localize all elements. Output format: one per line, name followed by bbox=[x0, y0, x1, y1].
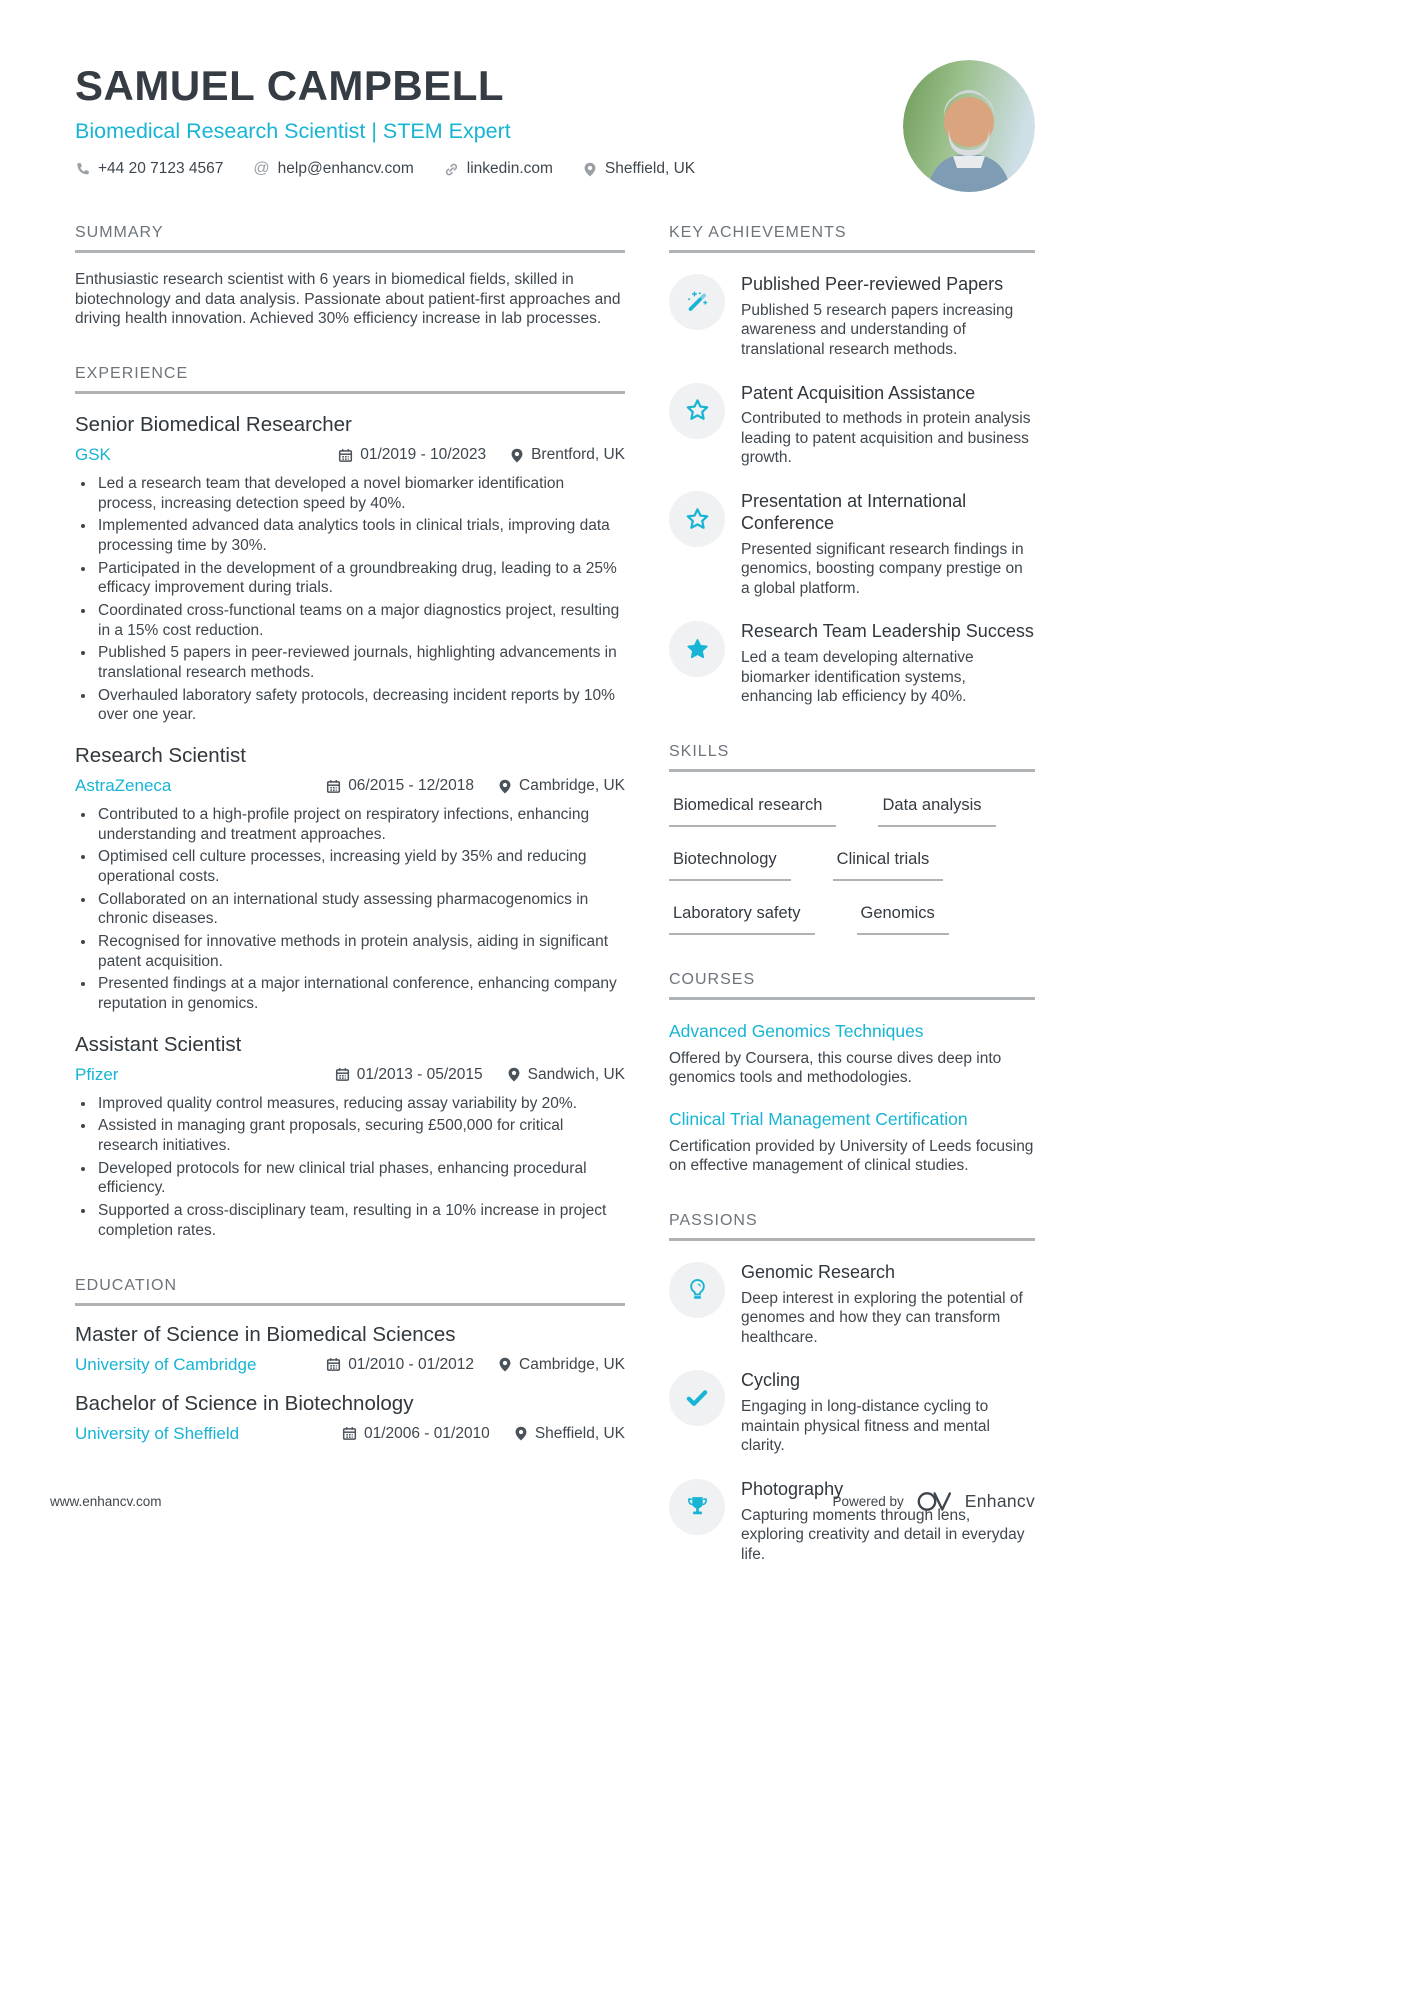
footer bbox=[50, 1489, 1035, 1514]
job-location: Sandwich, UK bbox=[507, 1066, 625, 1084]
passion-text: Deep interest in exploring the potential of genomes and how they can transform healthcare. bbox=[741, 1289, 1023, 1346]
calendar-icon bbox=[326, 779, 341, 794]
star-outline-icon bbox=[669, 491, 725, 547]
bullet-item: • Led a research team that developed a novel biomarker identification process, increasing detection speed by 40%. bbox=[96, 474, 625, 513]
bullet-item: • Participated in the development of a groundbreaking drug, leading to a 25% efficacy improvement during trials. bbox=[96, 559, 625, 598]
courses-section bbox=[669, 971, 1035, 1176]
company-name: Pfizer bbox=[75, 1064, 119, 1084]
skills-heading: SKILLS bbox=[669, 743, 1035, 772]
education-dates: 01/2010 - 01/2012 bbox=[326, 1356, 474, 1374]
magic-wand-icon bbox=[669, 274, 725, 330]
contact-email-value[interactable]: help@enhancv.com bbox=[277, 160, 414, 177]
star-outline-icon bbox=[669, 383, 725, 439]
education-entry bbox=[75, 1392, 625, 1444]
bullet-item: • Overhauled laboratory safety protocols, decreasing incident reports by 10% over one year. bbox=[96, 686, 625, 725]
job-location: Cambridge, UK bbox=[498, 777, 625, 795]
bullet-item: • Implemented advanced data analytics tools in clinical trials, improving data processing time by 30%. bbox=[96, 516, 625, 555]
job-title: Assistant Scientist bbox=[75, 1032, 242, 1056]
course-description: Certification provided by University of Leeds focusing on effective management of clinical studies. bbox=[669, 1137, 1034, 1175]
skill-item: Data analysis bbox=[878, 796, 995, 827]
courses-heading: COURSES bbox=[669, 971, 1035, 1000]
powered-by-label: Powered by bbox=[832, 1494, 904, 1509]
calendar-icon bbox=[326, 1357, 341, 1372]
degree-title: Bachelor of Science in Biotechnology bbox=[75, 1391, 414, 1415]
bullet-item: • Contributed to a high-profile project on respiratory infections, enhancing understanding and treatment approaches. bbox=[96, 805, 625, 844]
education-location: Cambridge, UK bbox=[498, 1356, 625, 1374]
at-icon: @ bbox=[253, 160, 270, 177]
achievement-title: Research Team Leadership Success bbox=[741, 621, 1034, 642]
passion-title: Photography bbox=[741, 1478, 844, 1499]
school-name: University of Cambridge bbox=[75, 1354, 257, 1374]
achievement-text: Presented significant research findings in genomics, boosting company prestige on a global platform. bbox=[741, 540, 1024, 597]
bullet-item: • Developed protocols for new clinical trial phases, enhancing procedural efficiency. bbox=[96, 1159, 625, 1198]
header bbox=[75, 62, 1035, 178]
degree-title: Master of Science in Biomedical Sciences bbox=[75, 1322, 456, 1346]
phone-icon bbox=[75, 162, 90, 177]
achievement-text: Published 5 research papers increasing awareness and understanding of translational research methods. bbox=[741, 301, 1014, 358]
achievement-item bbox=[669, 491, 1035, 598]
contact-email[interactable] bbox=[253, 160, 413, 178]
passion-text: Capturing moments through lens, exploring creativity and detail in everyday life. bbox=[741, 1506, 1025, 1563]
check-icon bbox=[669, 1370, 725, 1426]
calendar-icon bbox=[335, 1067, 350, 1082]
course-title: Clinical Trial Management Certification bbox=[669, 1108, 968, 1129]
job-location: Brentford, UK bbox=[510, 446, 625, 464]
achievement-title: Published Peer-reviewed Papers bbox=[741, 274, 1004, 294]
job-title: Research Scientist bbox=[75, 744, 246, 768]
job-dates: 01/2013 - 05/2015 bbox=[335, 1066, 483, 1084]
bullet-item: • Collaborated on an international study assessing pharmacogenomics in chronic diseases. bbox=[96, 890, 625, 929]
enhancv-logo-icon bbox=[917, 1489, 957, 1514]
skill-item: Biomedical research bbox=[669, 796, 836, 827]
experience-heading: EXPERIENCE bbox=[75, 365, 625, 394]
skill-item: Laboratory safety bbox=[669, 904, 815, 935]
star-filled-icon bbox=[669, 621, 725, 677]
footer-website-link[interactable]: www.enhancv.com bbox=[50, 1494, 162, 1509]
contact-phone bbox=[75, 160, 223, 178]
achievement-title: Patent Acquisition Assistance bbox=[741, 382, 976, 403]
experience-section bbox=[75, 365, 625, 1240]
achievement-item bbox=[669, 274, 1035, 360]
school-name: University of Sheffield bbox=[75, 1423, 240, 1443]
link-icon bbox=[444, 162, 459, 177]
calendar-icon bbox=[342, 1426, 357, 1441]
location-icon bbox=[498, 779, 512, 794]
bullet-item: • Optimised cell culture processes, increasing yield by 35% and reducing operational costs. bbox=[96, 847, 625, 886]
achievement-title: Presentation at International Conference bbox=[741, 491, 967, 533]
education-entry bbox=[75, 1323, 625, 1375]
contact-row bbox=[75, 160, 1035, 178]
achievement-text: Contributed to methods in protein analysis leading to patent acquisition and business growth. bbox=[741, 410, 1031, 467]
job-bullets bbox=[75, 805, 625, 1014]
bullet-item: • Presented findings at a major international conference, enhancing company reputation in genomics. bbox=[96, 974, 625, 1013]
job-bullets bbox=[75, 1094, 625, 1241]
contact-location bbox=[583, 160, 695, 178]
course-description: Offered by Coursera, this course dives deep into genomics tools and methodologies. bbox=[669, 1049, 1002, 1087]
skill-item: Biotechnology bbox=[669, 850, 791, 881]
bullet-item: • Improved quality control measures, reducing assay variability by 20%. bbox=[96, 1094, 625, 1114]
contact-linkedin-value[interactable]: linkedin.com bbox=[466, 160, 553, 177]
passion-title: Genomic Research bbox=[741, 1261, 896, 1282]
job-headline: Biomedical Research Scientist | STEM Expert bbox=[75, 119, 511, 143]
location-icon bbox=[507, 1067, 521, 1082]
bullet-item: • Assisted in managing grant proposals, securing £500,000 for critical research initiatives. bbox=[96, 1116, 625, 1155]
course-title: Advanced Genomics Techniques bbox=[669, 1020, 924, 1041]
contact-linkedin[interactable] bbox=[444, 160, 553, 178]
job-dates: 01/2019 - 10/2023 bbox=[338, 446, 486, 464]
enhancv-brand-label: Enhancv bbox=[964, 1491, 1035, 1511]
job-dates: 06/2015 - 12/2018 bbox=[326, 777, 474, 795]
bullet-item: • Supported a cross-disciplinary team, resulting in a 10% increase in project completion rates. bbox=[96, 1201, 625, 1240]
location-icon bbox=[510, 448, 524, 463]
calendar-icon bbox=[338, 448, 353, 463]
skill-item: Clinical trials bbox=[833, 850, 944, 881]
bullet-item: • Recognised for innovative methods in protein analysis, aiding in significant patent acquisition. bbox=[96, 932, 625, 971]
contact-location-value: Sheffield, UK bbox=[604, 160, 696, 177]
passion-title: Cycling bbox=[741, 1370, 801, 1391]
bullet-item: • Coordinated cross-functional teams on a major diagnostics project, resulting in a 15% cost reduction. bbox=[96, 601, 625, 640]
company-name: GSK bbox=[75, 445, 111, 465]
education-dates: 01/2006 - 01/2010 bbox=[342, 1425, 490, 1443]
job-entry bbox=[75, 1033, 625, 1241]
job-bullets bbox=[75, 474, 625, 725]
location-icon bbox=[583, 162, 597, 177]
company-name: AstraZeneca bbox=[75, 776, 172, 796]
summary-heading: SUMMARY bbox=[75, 224, 625, 253]
bullet-item: • Published 5 papers in peer-reviewed journals, highlighting advancements in translational research methods. bbox=[96, 643, 625, 682]
location-icon bbox=[514, 1426, 528, 1441]
enhancv-brand[interactable] bbox=[917, 1489, 1035, 1514]
summary-section bbox=[75, 224, 625, 329]
education-location: Sheffield, UK bbox=[514, 1425, 625, 1443]
skills-section bbox=[669, 743, 1035, 935]
passion-text: Engaging in long-distance cycling to maintain physical fitness and mental clarity. bbox=[741, 1398, 990, 1455]
course-item bbox=[669, 1021, 1035, 1088]
passion-item bbox=[669, 1370, 1035, 1456]
education-section bbox=[75, 1277, 625, 1444]
course-item bbox=[669, 1109, 1035, 1176]
job-entry bbox=[75, 744, 625, 1014]
achievement-item bbox=[669, 621, 1035, 707]
skill-item: Genomics bbox=[857, 904, 949, 935]
achievements-heading: KEY ACHIEVEMENTS bbox=[669, 224, 1035, 253]
education-heading: EDUCATION bbox=[75, 1277, 625, 1306]
achievement-item bbox=[669, 383, 1035, 469]
achievements-section bbox=[669, 224, 1035, 707]
achievement-text: Led a team developing alternative biomarker identification systems, enhancing lab efficiency by 40%. bbox=[741, 649, 974, 706]
lightbulb-icon bbox=[669, 1262, 725, 1318]
contact-phone-value: +44 20 7123 4567 bbox=[98, 160, 224, 177]
job-title: Senior Biomedical Researcher bbox=[75, 413, 352, 437]
page-title: SAMUEL CAMPBELL bbox=[75, 62, 505, 109]
passion-item bbox=[669, 1262, 1035, 1348]
location-icon bbox=[498, 1357, 512, 1372]
job-entry bbox=[75, 413, 625, 725]
passions-heading: PASSIONS bbox=[669, 1212, 1035, 1241]
summary-text: Enthusiastic research scientist with 6 years in biomedical fields, skilled in biotechnology and data analysis. Passionate about patient-first approaches and driving health innovation. Achieved 30% efficiency increase in lab processes. bbox=[75, 271, 621, 328]
